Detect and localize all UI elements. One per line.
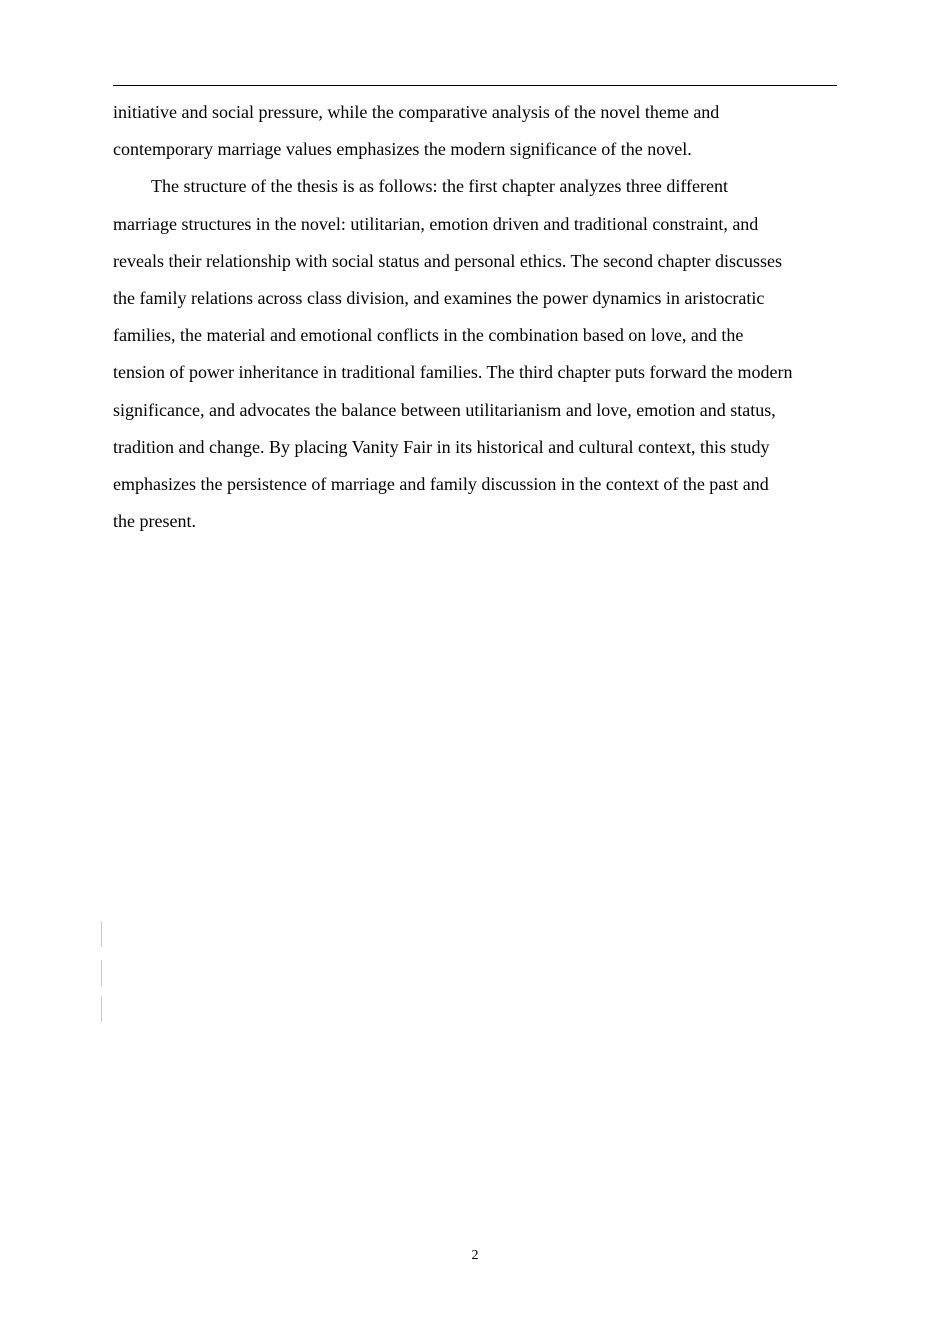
text-line: the family relations across class division, and examines the power dynamics in aristocratic [113, 288, 765, 309]
text-line: tradition and change. By placing Vanity Fair in its historical and cultural context, this study [113, 436, 770, 457]
text-line: families, the material and emotional conflicts in the combination based on love, and the [113, 325, 744, 346]
header-rule [113, 85, 837, 86]
text-line: marriage structures in the novel: utilitarian, emotion driven and traditional constraint, and [113, 213, 759, 234]
page-number: 2 [471, 1248, 479, 1263]
document-body [113, 94, 843, 540]
paragraph-thesis-structure [113, 168, 843, 540]
text-line: emphasizes the persistence of marriage and family discussion in the context of the past and [113, 474, 769, 495]
text-line: reveals their relationship with social status and personal ethics. The second chapter discusses [113, 250, 782, 271]
margin-text-boundary-mark [101, 921, 102, 947]
margin-text-boundary-mark [101, 996, 102, 1022]
text-line: contemporary marriage values emphasizes the modern significance of the novel. [113, 139, 692, 160]
margin-text-boundary-mark [101, 960, 102, 986]
text-line: The structure of the thesis is as follows: the first chapter analyzes three different [151, 176, 728, 197]
text-line: initiative and social pressure, while the comparative analysis of the novel theme and [113, 102, 720, 122]
paragraph-continuation [113, 94, 843, 168]
text-line: tension of power inheritance in traditional families. The third chapter puts forward the modern [113, 362, 793, 383]
text-line: significance, and advocates the balance between utilitarianism and love, emotion and status, [113, 399, 776, 420]
text-line: the present. [113, 511, 196, 532]
